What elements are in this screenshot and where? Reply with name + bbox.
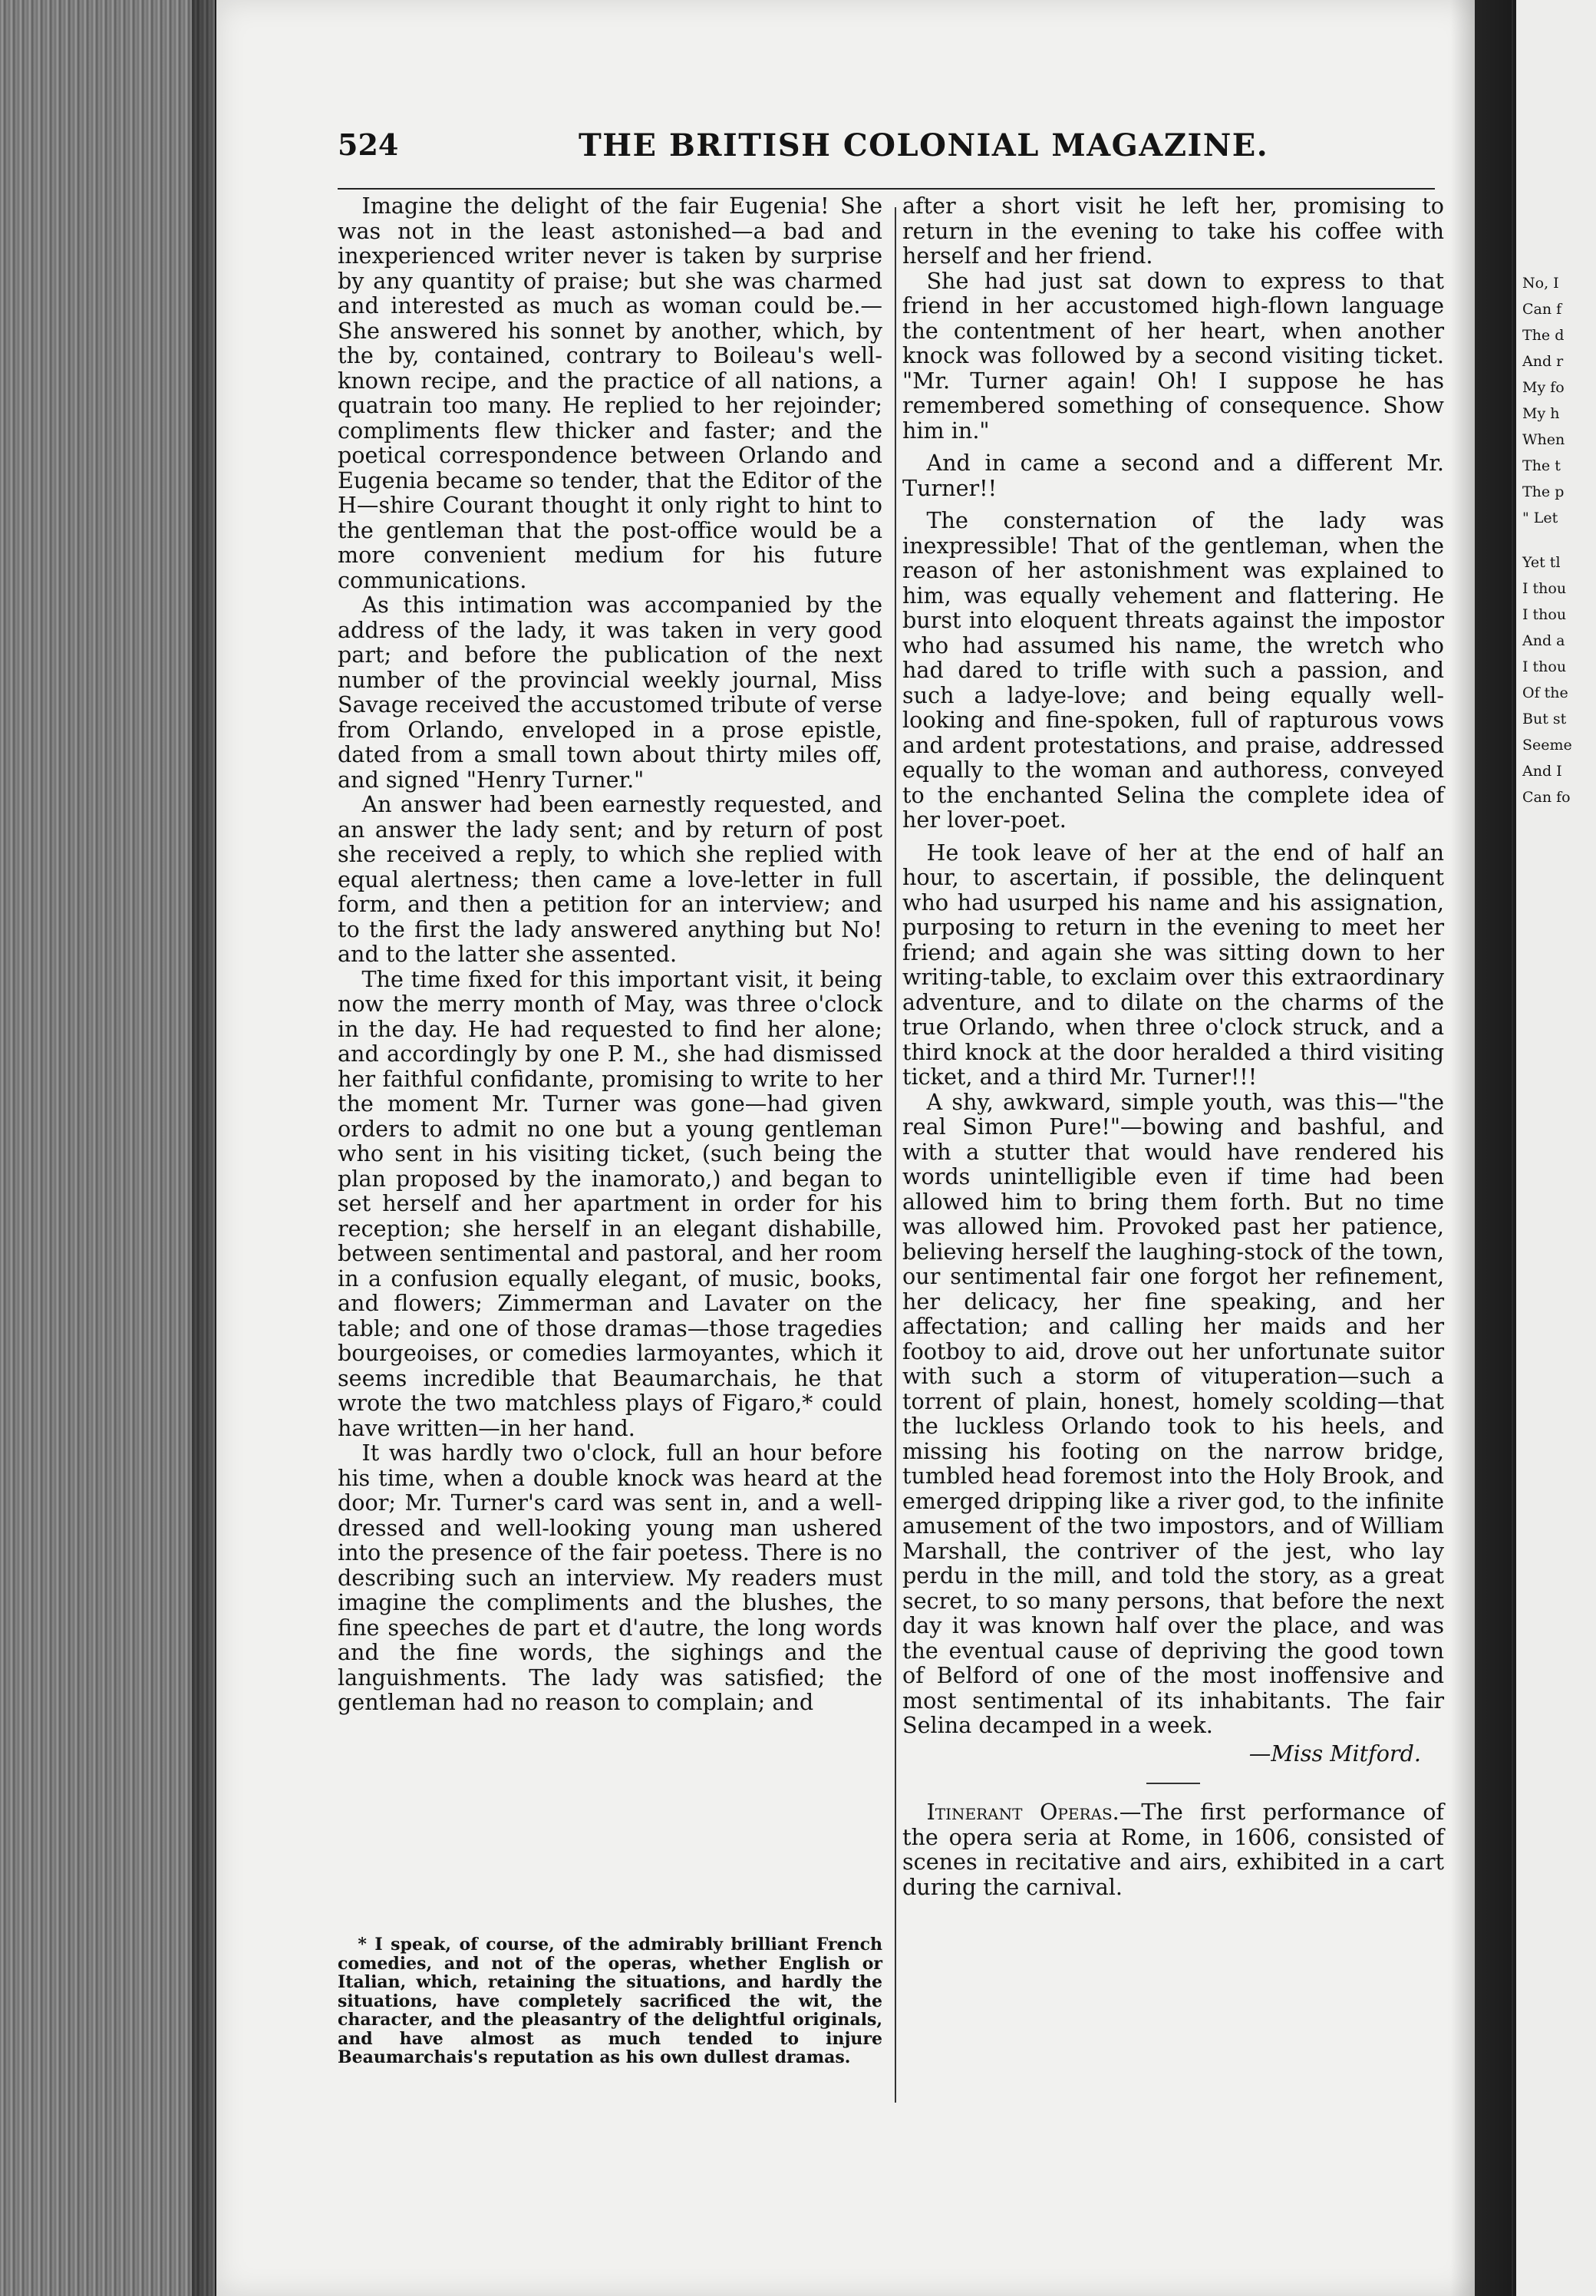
paragraph: An answer had been earnestly requested, and an answer the lady sent; and by return of post she received a reply, to which she replied with equal alertness; then came a love-letter in full form, and then a petition for an interview; and to the first the lady answered anything but No! and to the latter she assented. <box>338 791 882 967</box>
running-title: THE BRITISH COLONIAL MAGAZINE. <box>579 127 1269 163</box>
paragraph: after a short visit he left her, promising to return in the evening to take his coffee with herself and her friend. <box>902 193 1444 269</box>
right-column <box>902 193 1444 1899</box>
next-page-line: No, I <box>1522 275 1559 292</box>
next-page-edge <box>1513 0 1596 2296</box>
attribution: —Miss Mitford. <box>1248 1740 1421 1767</box>
paragraph: As this intimation was accompanied by the address of the lady, it was taken in very good part; and before the publication of the next number of the provincial weekly journal, Miss Savage received the accustomed tribute of verse from Orlando, enveloped in a prose epistle, dated from a small town about thirty miles off, and signed "Henry Turner." <box>338 592 882 793</box>
section-heading: Itinerant Operas. <box>926 1799 1120 1825</box>
left-column <box>338 193 882 1715</box>
page-edge-shadow <box>1450 0 1512 2296</box>
next-page-line: When <box>1522 431 1565 448</box>
section-text: —The first performance of the opera seria at Rome, in 1606, consisted of scenes in recitative and airs, exhibited in a cart during the carnival. <box>902 1799 1444 1900</box>
paragraph: It was hardly two o'clock, full an hour before his time, when a double knock was heard at the door; Mr. Turner's card was sent in, and a well-dressed and well-looking young man ushered into the presence of the fair poetess. There is no describing such an interview. My readers must imagine the compliments and the blushes, the fine speeches de part et d'autre, the long words and the fine words, the sighings and the languishments. The lady was satisfied; the gentleman had no reason to complain; and <box>338 1440 882 1715</box>
book-edge <box>0 0 215 2296</box>
next-page-line: And r <box>1522 353 1564 370</box>
column-rule <box>895 207 896 2103</box>
footnote: * I speak, of course, of the admirably brilliant French comedies, and not of the operas, whether English or Italian, which, retaining the situations, and hardly the situations, have completely sacrificed the wit, the character, and the pleasantry of the delightful originals, and have almost as much tended to injure Beaumarchais's reputation as his own dullest dramas. <box>338 1935 882 2067</box>
next-page-fragments <box>1522 270 1596 810</box>
next-page-line: And a <box>1522 632 1565 649</box>
paragraph: A shy, awkward, simple youth, was this—"the real Simon Pure!"—bowing and bashful, and with a stutter that would have rendered his words unintelligible even if time had been allowed him to bring them forth. But no time was allowed him. Provoked past her patience, believing herself the laughing-stock of the town, our sentimental fair one forgot her refinement, her delicacy, her fine speaking, and her affectation; and calling her maids and her footboy to aid, drove out her unfortunate suitor with such a storm of vituperation—such a torrent of plain, honest, homely scolding—that the luckless Orlando took to his heels, and missing his footing on the narrow bridge, tumbled head foremost into the Holy Brook, and emerged dripping like a river god, to the infinite amusement of the two impostors, and of William Marshall, the contriver of the jest, who lay perdu in the mill, and told the story, as a great secret, to so many persons, that before the next day it was known half over the place, and was the eventual cause of depriving the good town of Belford of one of the most inoffensive and most sentimental of its inhabitants. The fair Selina decamped in a week. <box>902 1088 1444 1738</box>
itinerant-operas-paragraph <box>902 1800 1444 1899</box>
next-page-line: Can fo <box>1522 789 1571 806</box>
next-page-line: But st <box>1522 711 1567 727</box>
paragraph: The consternation of the lady was inexpressible! That of the gentleman, when the reason of her astonishment was explained to him, was equally vehement and flattering. He burst into eloquent threats against the impostor who had assumed his name, the wretch who had dared to trifle with such a passion, and such a ladye-love; and being equally well-looking and fine-spoken, full of rapturous vows and ardent protestations, and praise, addressed equally to the woman and authoress, conveyed to the enchanted Selina the complete idea of her lover-poet. <box>902 507 1444 833</box>
page-number: 524 <box>338 127 399 162</box>
next-page-line: I thou <box>1522 580 1567 597</box>
next-page-line: My h <box>1522 405 1560 422</box>
paragraph: She had just sat down to express to that friend in her accustomed high-flown language the contentment of her heart, when another knock was followed by a second visiting ticket. "Mr. Turner again! Oh! I suppose he has remembered something of consequence. Show him in." <box>902 267 1444 444</box>
next-page-line: The p <box>1522 483 1565 500</box>
next-page-line: The t <box>1522 457 1561 474</box>
next-page-line: Can f <box>1522 301 1562 318</box>
next-page-line: I thou <box>1522 606 1567 623</box>
stanza-gap <box>1522 531 1596 549</box>
next-page-line: Of the <box>1522 685 1568 701</box>
next-page-line: And I <box>1522 763 1562 780</box>
next-page-line: The d <box>1522 327 1565 344</box>
next-page-line: " Let <box>1522 510 1558 526</box>
next-page-line: Seeme <box>1522 737 1572 754</box>
paragraph: The time fixed for this important visit, it being now the merry month of May, was three o'clock in the day. He had requested to find her alone; and accordingly by one P. M., she had dismissed her faithful confidante, promising to write to her the moment Mr. Turner was gone—had given orders to admit no one but a young gentleman who sent in his visiting ticket, (such being the plan proposed by the inamorato,) and began to set herself and her apartment in order for his reception; she herself in an elegant dishabille, between sentimental and pastoral, and her room in a confusion equally elegant, of music, books, and flowers; Zimmerman and Lavater on the table; and one of those dramas—those tragedies bourgeoises, or comedies larmoyantes, which it seems incredible that Beaumarchais, he that wrote the two matchless plays of Figaro,* could have written—in her hand. <box>338 965 882 1441</box>
header-rule <box>338 188 1435 190</box>
next-page-line: I thou <box>1522 658 1567 675</box>
section-divider <box>1146 1783 1200 1784</box>
next-page-line: My fo <box>1522 379 1565 396</box>
paragraph: Imagine the delight of the fair Eugenia! She was not in the least astonished—a bad and inexperienced writer never is taken by surprise by any quantity of praise; but she was charmed and interested as much as woman could be.—She answered his sonnet by another, which, by the by, contained, contrary to Boileau's well-known recipe, and the practice of all nations, a quatrain too many. He replied to her rejoinder; compliments flew thicker and faster; and the poetical correspondence between Orlando and Eugenia became so tender, that the Editor of the H—shire Courant thought it only right to hint to the gentleman that the post-office would be a more convenient medium for his future communications. <box>338 193 882 593</box>
paragraph: He took leave of her at the end of half an hour, to ascertain, if possible, the delinquent who had usurped his name and his assignation, purposing to return in the evening to meet her friend; and again she was sitting down to her writing-table, to exclaim over this extraordinary adventure, and to dilate on the charms of the true Orlando, when three o'clock struck, and a third knock at the door heralded a third visiting ticket, and a third Mr. Turner!!! <box>902 839 1444 1090</box>
paragraph: And in came a second and a different Mr. Turner!! <box>902 450 1444 501</box>
next-page-line: Yet tl <box>1522 554 1561 571</box>
